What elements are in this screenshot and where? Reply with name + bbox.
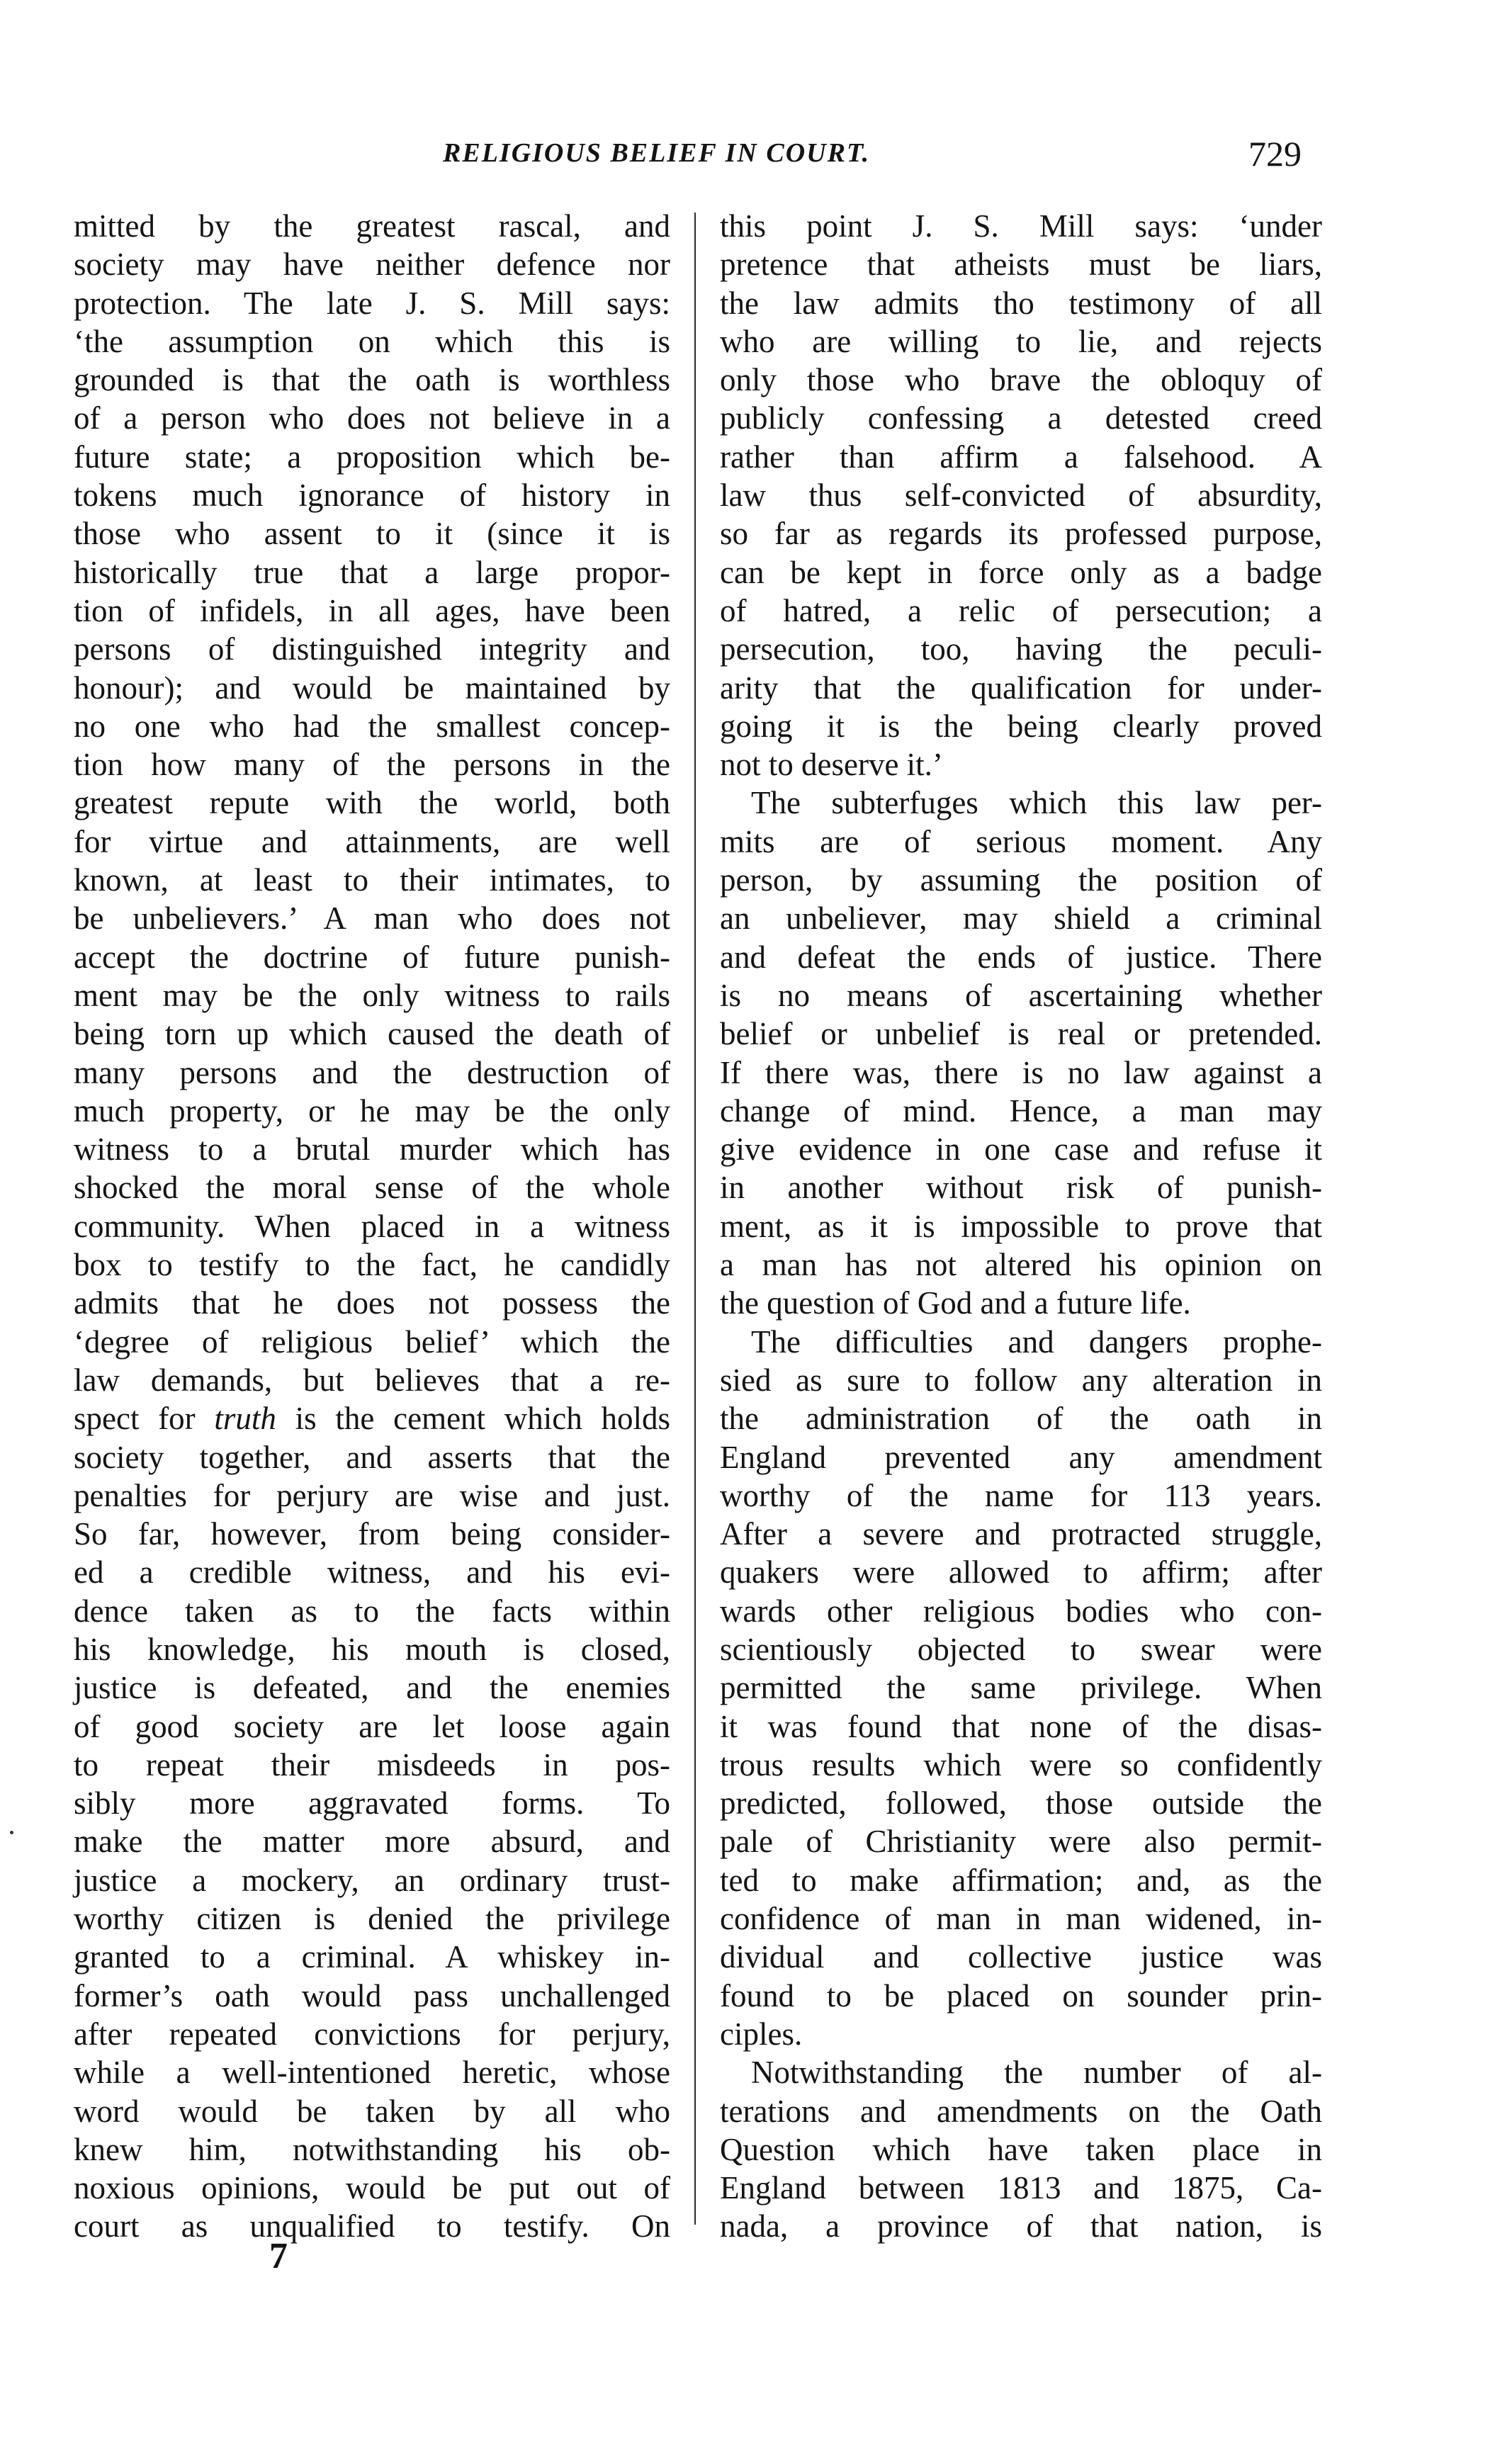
text-line: ‘the assumption on which this is xyxy=(74,323,670,359)
text-line: sibly more aggravated forms. To xyxy=(74,1785,670,1822)
text-line: law demands, but believes that a re- xyxy=(74,1362,670,1398)
text-line: be unbelievers.’ A man who does not xyxy=(74,900,670,937)
text-line: ment, as it is impossible to prove that xyxy=(720,1208,1322,1244)
text-line: court as unqualified to testify. On xyxy=(74,2208,670,2244)
column-divider xyxy=(694,213,696,2225)
text-line: the administration of the oath in xyxy=(720,1401,1322,1437)
text-line: change of mind. Hence, a man may xyxy=(720,1092,1322,1129)
text-line: granted to a criminal. A whiskey in- xyxy=(74,1939,670,1975)
text-line: and defeat the ends of justice. There xyxy=(720,939,1322,975)
text-line: Notwithstanding the number of al- xyxy=(751,2055,1322,2091)
text-line: an unbeliever, may shield a criminal xyxy=(720,900,1322,937)
text-line: ted to make affirmation; and, as the xyxy=(720,1862,1322,1898)
text-line: much property, or he may be the only xyxy=(74,1092,670,1129)
text-line: greatest repute with the world, both xyxy=(74,785,670,821)
text-line: witness to a brutal murder which has xyxy=(74,1131,670,1168)
text-line: The subterfuges which this law per- xyxy=(751,785,1322,821)
running-head xyxy=(0,133,1512,176)
text-line: England prevented any amendment xyxy=(720,1439,1322,1475)
text-line: quakers were allowed to affirm; after xyxy=(720,1554,1322,1591)
text-line: while a well-intentioned heretic, whose xyxy=(74,2055,670,2091)
text-line: predicted, followed, those outside the xyxy=(720,1785,1322,1822)
text-line: a man has not altered his opinion on xyxy=(720,1247,1322,1283)
text-line: the question of God and a future life. xyxy=(720,1285,1191,1321)
text-line: box to testify to the fact, he candidly xyxy=(74,1247,670,1283)
text-line: shocked the moral sense of the whole xyxy=(74,1170,670,1206)
text-line: give evidence in one case and refuse it xyxy=(720,1131,1322,1168)
text-line: mits are of serious moment. Any xyxy=(720,823,1322,859)
text-line: admits that he does not possess the xyxy=(74,1285,670,1321)
text-line: justice a mockery, an ordinary trust- xyxy=(74,1862,670,1898)
text-line: If there was, there is no law against a xyxy=(720,1054,1322,1090)
text-line: accept the doctrine of future punish- xyxy=(74,939,670,975)
text-line: society together, and asserts that the xyxy=(74,1439,670,1475)
text-line: for virtue and attainments, are well xyxy=(74,823,670,859)
text-line: trous results which were so confidently xyxy=(720,1746,1322,1783)
stray-ink-dot xyxy=(10,1831,13,1834)
text-line: ‘degree of religious belief’ which the xyxy=(74,1323,670,1360)
text-line: many persons and the destruction of xyxy=(74,1054,670,1090)
text-line: pale of Christianity were also permit- xyxy=(720,1824,1322,1860)
text-line: his knowledge, his mouth is closed, xyxy=(74,1631,670,1667)
text-line: tion of infidels, in all ages, have been xyxy=(74,592,670,628)
text-line: terations and amendments on the Oath xyxy=(720,2093,1322,2129)
text-line: pretence that atheists must be liars, xyxy=(720,247,1322,283)
text-line: noxious opinions, would be put out of xyxy=(74,2170,670,2206)
text-line: ciples. xyxy=(720,2016,803,2052)
text-line: tion how many of the persons in the xyxy=(74,747,670,783)
text-line: former’s oath would pass unchallenged xyxy=(74,1977,670,2014)
text-line: so far as regards its professed purpose, xyxy=(720,516,1322,552)
text-line: arity that the qualification for under- xyxy=(720,670,1322,706)
right-column xyxy=(720,207,1322,2246)
text-line: after repeated convictions for perjury, xyxy=(74,2016,670,2052)
text-line: law thus self-convicted of absurdity, xyxy=(720,478,1322,514)
text-line: to repeat their misdeeds in pos- xyxy=(74,1746,670,1783)
text-line: the law admits tho testimony of all xyxy=(720,285,1322,321)
text-line: dence taken as to the facts within xyxy=(74,1593,670,1629)
text-line: those who assent to it (since it is xyxy=(74,516,670,552)
text-line: sied as sure to follow any alteration in xyxy=(720,1362,1322,1398)
text-line: penalties for perjury are wise and just. xyxy=(74,1477,670,1513)
text-line: of hatred, a relic of persecution; a xyxy=(720,592,1322,628)
text-line: who are willing to lie, and rejects xyxy=(720,323,1322,359)
text-line: no one who had the smallest concep- xyxy=(74,708,670,744)
text-line: person, by assuming the position of xyxy=(720,862,1322,898)
text-line: historically true that a large propor- xyxy=(74,554,670,590)
text-line: community. When placed in a witness xyxy=(74,1208,670,1244)
text-line: So far, however, from being consider- xyxy=(74,1516,670,1552)
text-line: publicly confessing a detested creed xyxy=(720,400,1322,436)
text-line: rather than affirm a falsehood. A xyxy=(720,439,1322,475)
left-column xyxy=(74,207,670,2246)
text-line: future state; a proposition which be- xyxy=(74,439,670,475)
text-line: spect for truth is the cement which holds xyxy=(74,1401,671,1437)
text-line: After a severe and protracted struggle, xyxy=(720,1516,1322,1552)
page-number: 729 xyxy=(1248,134,1302,174)
text-line: this point J. S. Mill says: ‘under xyxy=(720,208,1322,244)
text-line: known, at least to their intimates, to xyxy=(74,862,670,898)
text-line: can be kept in force only as a badge xyxy=(720,554,1322,590)
text-line: in another without risk of punish- xyxy=(720,1170,1322,1206)
text-line: grounded is that the oath is worthless xyxy=(74,362,670,398)
text-line: honour); and would be maintained by xyxy=(74,670,670,706)
text-line: is no means of ascertaining whether xyxy=(720,977,1322,1013)
text-line: belief or unbelief is real or pretended. xyxy=(720,1016,1322,1052)
text-line: The difficulties and dangers prophe- xyxy=(751,1323,1322,1360)
text-line: society may have neither defence nor xyxy=(74,247,670,283)
text-line: permitted the same privilege. When xyxy=(720,1670,1322,1706)
text-line: persecution, too, having the peculi- xyxy=(720,631,1322,667)
text-line: of a person who does not believe in a xyxy=(74,400,670,436)
text-line: Question which have taken place in xyxy=(720,2131,1322,2167)
text-line: being torn up which caused the death of xyxy=(74,1016,670,1052)
text-line: ment may be the only witness to rails xyxy=(74,977,670,1013)
text-line: of good society are let loose again xyxy=(74,1708,670,1744)
text-line: make the matter more absurd, and xyxy=(74,1824,670,1860)
text-line: found to be placed on sounder prin- xyxy=(720,1977,1322,2014)
text-line: justice is defeated, and the enemies xyxy=(74,1670,670,1706)
text-line: nada, a province of that nation, is xyxy=(720,2208,1322,2244)
text-line: scientiously objected to swear were xyxy=(720,1631,1322,1667)
text-line: mitted by the greatest rascal, and xyxy=(74,208,670,244)
text-line: worthy of the name for 113 years. xyxy=(720,1477,1322,1513)
text-line: dividual and collective justice was xyxy=(720,1939,1322,1975)
emphasis-truth: truth xyxy=(214,1401,276,1437)
signature-mark: 7 xyxy=(269,2236,288,2276)
text-line: protection. The late J. S. Mill says: xyxy=(74,285,670,321)
text-line: persons of distinguished integrity and xyxy=(74,631,670,667)
text-line: word would be taken by all who xyxy=(74,2093,670,2129)
text-line: ed a credible witness, and his evi- xyxy=(74,1554,670,1591)
text-line: only those who brave the obloquy of xyxy=(720,362,1322,398)
text-line: wards other religious bodies who con- xyxy=(720,1593,1322,1629)
text-line: confidence of man in man widened, in- xyxy=(720,1901,1322,1937)
running-title: RELIGIOUS BELIEF IN COURT. xyxy=(443,138,871,168)
text-line: it was found that none of the disas- xyxy=(720,1708,1322,1744)
text-line: going it is the being clearly proved xyxy=(720,708,1322,744)
text-line: England between 1813 and 1875, Ca- xyxy=(720,2170,1322,2206)
text-line: not to deserve it.’ xyxy=(720,747,943,783)
text-line: worthy citizen is denied the privilege xyxy=(74,1901,670,1937)
text-line: knew him, notwithstanding his ob- xyxy=(74,2131,670,2167)
text-line: tokens much ignorance of history in xyxy=(74,478,670,514)
